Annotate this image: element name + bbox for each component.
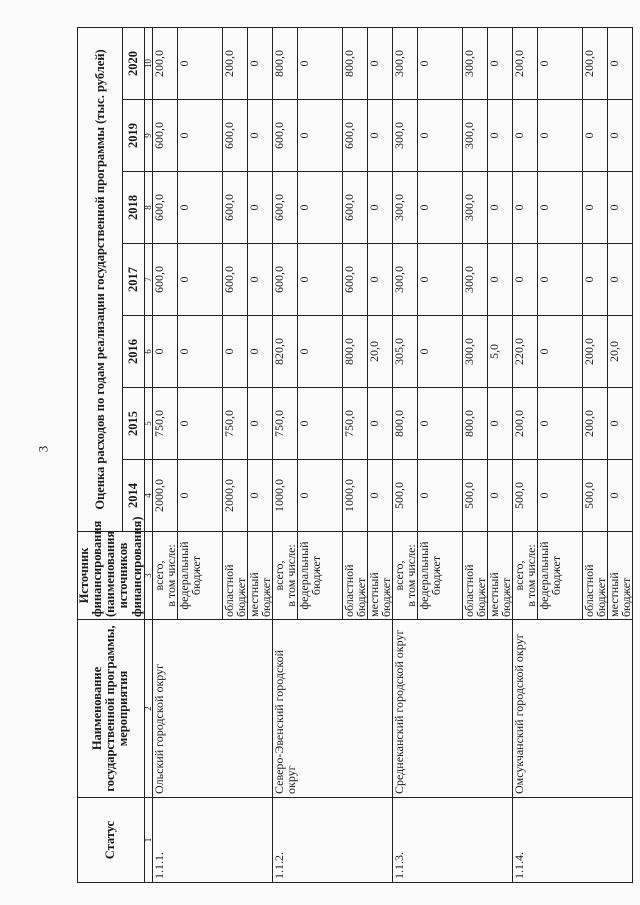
value-cell: 0 — [247, 460, 272, 532]
column-number: 7 — [144, 244, 152, 316]
value-cell: 0 — [247, 100, 272, 172]
column-number: 8 — [144, 172, 152, 244]
value-cell: 0 — [607, 388, 632, 460]
value-cell: 0 — [512, 244, 537, 316]
value-cell: 0 — [417, 244, 462, 316]
source-local: местный бюджет — [607, 532, 632, 620]
value-cell: 0 — [367, 460, 392, 532]
value-cell: 0 — [367, 27, 392, 99]
header-year: 2016 — [123, 316, 145, 388]
row-name: Ольский городской округ — [152, 620, 272, 798]
value-cell: 200,0 — [582, 27, 607, 99]
source-including-label: в том числе: — [403, 544, 418, 607]
header-name: Наименование государственной программы, мероприятия — [78, 620, 145, 798]
value-cell: 0 — [582, 100, 607, 172]
source-total-label: всего, — [391, 560, 406, 591]
value-cell: 500,0 — [462, 460, 487, 532]
source-federal: федеральный бюджет — [297, 532, 342, 620]
value-cell: 305,0 — [392, 316, 417, 388]
value-cell: 600,0 — [152, 172, 177, 244]
table-row — [272, 27, 297, 882]
value-cell: 300,0 — [462, 244, 487, 316]
row-name: Среднеканский городской округ — [392, 620, 512, 798]
value-cell: 300,0 — [462, 27, 487, 99]
header-year: 2015 — [123, 388, 145, 460]
value-cell: 0 — [297, 100, 342, 172]
value-cell: 5,0 — [487, 316, 512, 388]
value-cell: 0 — [417, 27, 462, 99]
value-cell: 300,0 — [392, 27, 417, 99]
value-cell: 500,0 — [582, 460, 607, 532]
value-cell: 0 — [247, 388, 272, 460]
value-cell: 200,0 — [512, 388, 537, 460]
value-cell: 0 — [177, 27, 222, 99]
header-year: 2018 — [123, 172, 145, 244]
column-number: 2 — [144, 620, 152, 798]
value-cell: 0 — [582, 244, 607, 316]
budget-table-sheet — [77, 28, 633, 883]
header-status: Статус — [78, 798, 145, 883]
value-cell: 0 — [487, 244, 512, 316]
value-cell: 0 — [512, 100, 537, 172]
value-cell: 0 — [177, 388, 222, 460]
source-total — [392, 532, 417, 620]
table-row — [392, 27, 417, 882]
value-cell: 300,0 — [392, 100, 417, 172]
value-cell: 200,0 — [512, 27, 537, 99]
value-cell: 750,0 — [222, 388, 247, 460]
column-number: 6 — [144, 316, 152, 388]
value-cell: 600,0 — [272, 172, 297, 244]
value-cell: 800,0 — [272, 27, 297, 99]
source-total-label: всего, — [271, 560, 286, 591]
value-cell: 800,0 — [342, 316, 367, 388]
value-cell: 0 — [247, 27, 272, 99]
row-status: 1.1.4. — [512, 798, 632, 883]
value-cell: 0 — [177, 172, 222, 244]
value-cell: 300,0 — [462, 172, 487, 244]
value-cell: 600,0 — [342, 244, 367, 316]
value-cell: 0 — [247, 244, 272, 316]
value-cell: 0 — [607, 172, 632, 244]
value-cell: 1000,0 — [342, 460, 367, 532]
source-including-label: в том числе: — [163, 544, 178, 607]
row-status: 1.1.3. — [392, 798, 512, 883]
value-cell: 600,0 — [342, 172, 367, 244]
row-status: 1.1.2. — [272, 798, 392, 883]
header-year: 2020 — [123, 27, 145, 99]
header-year: 2017 — [123, 244, 145, 316]
value-cell: 0 — [417, 388, 462, 460]
value-cell: 300,0 — [462, 100, 487, 172]
source-local: местный бюджет — [487, 532, 512, 620]
source-regional: областной бюджет — [462, 532, 487, 620]
column-number: 3 — [144, 532, 152, 620]
value-cell: 0 — [487, 27, 512, 99]
value-cell: 2000,0 — [222, 460, 247, 532]
column-number: 5 — [144, 388, 152, 460]
row-status: 1.1.1. — [152, 798, 272, 883]
value-cell: 1000,0 — [272, 460, 297, 532]
value-cell: 200,0 — [222, 27, 247, 99]
row-name: Северо-Эвенский городской округ — [272, 620, 392, 798]
source-federal: федеральный бюджет — [537, 532, 582, 620]
budget-table — [77, 27, 633, 883]
source-total-label: всего, — [511, 560, 526, 591]
value-cell: 0 — [367, 244, 392, 316]
value-cell: 0 — [487, 388, 512, 460]
source-total-label: всего, — [151, 560, 166, 591]
source-total — [272, 532, 297, 620]
value-cell: 800,0 — [342, 27, 367, 99]
value-cell: 0 — [537, 460, 582, 532]
value-cell: 0 — [367, 100, 392, 172]
value-cell: 0 — [247, 316, 272, 388]
column-number: 10 — [144, 27, 152, 99]
value-cell: 0 — [297, 244, 342, 316]
value-cell: 2000,0 — [152, 460, 177, 532]
value-cell: 0 — [537, 172, 582, 244]
source-total — [512, 532, 537, 620]
header-estimate: Оценка расходов по годам реализации государственной программы (тыс. рублей) — [78, 27, 123, 531]
value-cell: 0 — [297, 460, 342, 532]
source-including-label: в том числе: — [523, 544, 538, 607]
value-cell: 300,0 — [392, 244, 417, 316]
value-cell: 0 — [247, 172, 272, 244]
value-cell: 300,0 — [392, 172, 417, 244]
value-cell: 0 — [297, 172, 342, 244]
value-cell: 0 — [177, 244, 222, 316]
value-cell: 200,0 — [582, 388, 607, 460]
value-cell: 0 — [367, 172, 392, 244]
value-cell: 220,0 — [512, 316, 537, 388]
value-cell: 0 — [417, 460, 462, 532]
header-year: 2019 — [123, 100, 145, 172]
value-cell: 0 — [607, 27, 632, 99]
value-cell: 600,0 — [152, 244, 177, 316]
source-total — [152, 532, 177, 620]
value-cell: 0 — [417, 172, 462, 244]
value-cell: 0 — [537, 316, 582, 388]
page-number: 3 — [35, 445, 51, 453]
value-cell: 0 — [177, 316, 222, 388]
source-regional: областной бюджет — [222, 532, 247, 620]
table-row — [152, 27, 177, 882]
value-cell: 0 — [297, 388, 342, 460]
value-cell: 0 — [177, 100, 222, 172]
value-cell: 0 — [537, 388, 582, 460]
value-cell: 750,0 — [272, 388, 297, 460]
value-cell: 600,0 — [222, 244, 247, 316]
row-name: Омсукчанский городской округ — [512, 620, 632, 798]
value-cell: 600,0 — [342, 100, 367, 172]
value-cell: 0 — [222, 316, 247, 388]
source-local: местный бюджет — [247, 532, 272, 620]
value-cell: 0 — [152, 316, 177, 388]
header-source: Источник финансирования (наименования источников финансирования) — [78, 532, 145, 620]
value-cell: 750,0 — [342, 388, 367, 460]
value-cell: 0 — [512, 172, 537, 244]
value-cell: 0 — [487, 460, 512, 532]
source-federal: федеральный бюджет — [417, 532, 462, 620]
value-cell: 0 — [487, 172, 512, 244]
value-cell: 0 — [607, 100, 632, 172]
table-row — [512, 27, 537, 882]
value-cell: 0 — [297, 27, 342, 99]
value-cell: 820,0 — [272, 316, 297, 388]
value-cell: 500,0 — [512, 460, 537, 532]
value-cell: 20,0 — [607, 316, 632, 388]
header-year: 2014 — [123, 460, 145, 532]
source-federal: федеральный бюджет — [177, 532, 222, 620]
value-cell: 750,0 — [152, 388, 177, 460]
value-cell: 0 — [607, 244, 632, 316]
value-cell: 0 — [537, 27, 582, 99]
column-number: 9 — [144, 100, 152, 172]
value-cell: 0 — [537, 100, 582, 172]
value-cell: 0 — [417, 316, 462, 388]
value-cell: 20,0 — [367, 316, 392, 388]
value-cell: 600,0 — [222, 100, 247, 172]
value-cell: 0 — [582, 172, 607, 244]
value-cell: 200,0 — [152, 27, 177, 99]
value-cell: 0 — [487, 100, 512, 172]
source-local: местный бюджет — [367, 532, 392, 620]
value-cell: 0 — [607, 460, 632, 532]
value-cell: 600,0 — [272, 100, 297, 172]
value-cell: 0 — [537, 244, 582, 316]
value-cell: 500,0 — [392, 460, 417, 532]
column-number: 1 — [144, 798, 152, 883]
source-including-label: в том числе: — [283, 544, 298, 607]
value-cell: 0 — [417, 100, 462, 172]
value-cell: 800,0 — [392, 388, 417, 460]
value-cell: 0 — [367, 388, 392, 460]
source-regional: областной бюджет — [342, 532, 367, 620]
value-cell: 600,0 — [152, 100, 177, 172]
value-cell: 200,0 — [582, 316, 607, 388]
value-cell: 800,0 — [462, 388, 487, 460]
source-regional: областной бюджет — [582, 532, 607, 620]
value-cell: 600,0 — [272, 244, 297, 316]
value-cell: 0 — [297, 316, 342, 388]
table-body — [152, 27, 632, 882]
column-number: 4 — [144, 460, 152, 532]
value-cell: 600,0 — [222, 172, 247, 244]
value-cell: 0 — [177, 460, 222, 532]
value-cell: 300,0 — [462, 316, 487, 388]
